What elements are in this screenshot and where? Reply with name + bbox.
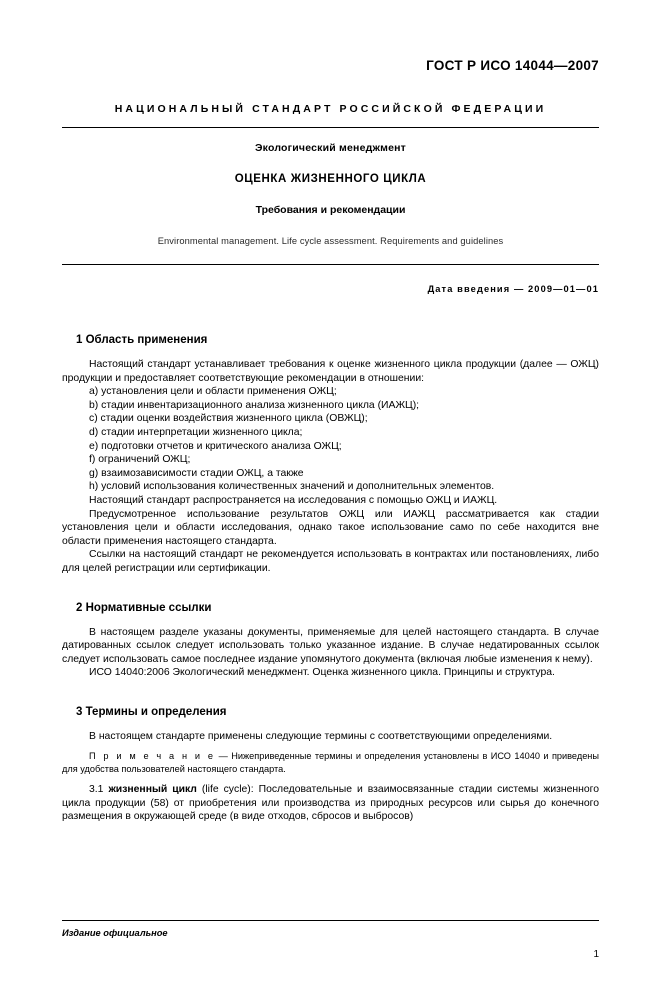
note-text: — Нижеприведенные термины и определения установлены в ИСО 14040 и приведены для удобства пользователей настоящего стандарта. [62, 751, 599, 774]
section-heading-2: 2 Нормативные ссылки [76, 601, 212, 614]
section-heading-3: 3 Термины и определения [76, 705, 227, 718]
term-english: (life cycle) [201, 784, 251, 796]
list-item: e) подготовки отчетов и критического анализа ОЖЦ; [89, 440, 342, 452]
term-number: 3.1 [89, 784, 104, 796]
list-item: f) ограничений ОЖЦ; [89, 454, 191, 466]
page-number: 1 [593, 949, 599, 960]
page-footer [62, 920, 599, 938]
document-page [0, 58, 661, 994]
document-number: ГОСТ Р ИСО 14044—2007 [426, 58, 599, 73]
list-item: c) стадии оценки воздействия жизненного цикла (ОВЖЦ); [89, 413, 368, 425]
effective-date: Дата введения — 2009—01—01 [427, 284, 599, 294]
section-1-paragraph-3: Предусмотренное использование результатов ОЖЦ или ИАЖЦ рассматривается как стадии установления цели и области исследования, однако такое использование само по себе находится вне области применения настоящего стандарта. [62, 508, 599, 547]
note-label: П р и м е ч а н и е [89, 751, 216, 762]
title-subject: Экологический менеджмент [254, 142, 407, 154]
list-item: b) стадии инвентаризационного анализа жизненного цикла (ИАЖЦ); [89, 399, 420, 411]
list-item: a) установления цели и области применения ОЖЦ; [89, 386, 337, 398]
document-body [62, 334, 599, 824]
header-divider-bottom [62, 264, 599, 265]
section-1-paragraph-1: Настоящий стандарт устанавливает требования к оценке жизненного цикла продукции (далее — ОЖЦ) продукции и предоставляет соответствующие рекомендации в отношении: [62, 359, 599, 384]
section-1-paragraph-2: Настоящий стандарт распространяется на исследования с помощью ОЖЦ и ИАЖЦ. [89, 494, 498, 506]
header-divider-top [62, 127, 599, 128]
section-3-paragraph-1: В настоящем стандарте применены следующие термины с соответствующими определениями. [89, 730, 553, 742]
term-name: жизненный цикл [108, 784, 197, 796]
list-item: h) условий использования количественных значений и дополнительных элементов. [89, 481, 495, 493]
section-3-note [62, 750, 599, 775]
title-qualifier: Требования и рекомендации [255, 204, 406, 216]
title-main: ОЦЕНКА ЖИЗНЕННОГО ЦИКЛА [234, 173, 427, 185]
term-definition-3-1 [62, 783, 599, 824]
section-2-paragraph-1: В настоящем разделе указаны документы, применяемые для целей настоящего стандарта. В случае датированных ссылок следует использовать только указанное издание. В случае недатированных ссылок следует использовать самое последнее издание упомянутого документа (включая любые изменения к нему). [62, 626, 599, 665]
national-standard-banner: НАЦИОНАЛЬНЫЙ СТАНДАРТ РОССИЙСКОЙ ФЕДЕРАЦИИ [114, 103, 547, 115]
section-heading-1: 1 Область применения [76, 334, 208, 346]
section-1-paragraph-4: Ссылки на настоящий стандарт не рекомендуется использовать в контрактах или постановлениях, либо для целей регистрации или сертификации. [62, 549, 599, 574]
footer-divider [62, 920, 599, 921]
title-english: Environmental management. Life cycle assessment. Requirements and guidelines [157, 236, 504, 246]
term-text: : Последовательные и взаимосвязанные стадии системы жизненного цикла продукции (58) от приобретения или производства из природных ресурсов или сырья до конечного размещения в окружающей среде (в виде отходов, сбросов и выбросов) [62, 784, 599, 823]
list-item: g) взаимозависимости стадии ОЖЦ, а также [89, 467, 304, 479]
section-2-paragraph-2: ИСО 14040:2006 Экологический менеджмент. Оценка жизненного цикла. Принципы и структура. [89, 667, 555, 679]
list-item: d) стадии интерпретации жизненного цикла; [89, 426, 303, 438]
section-1-list [62, 385, 599, 494]
title-block [62, 142, 599, 246]
official-edition-label: Издание официальное [62, 928, 168, 938]
